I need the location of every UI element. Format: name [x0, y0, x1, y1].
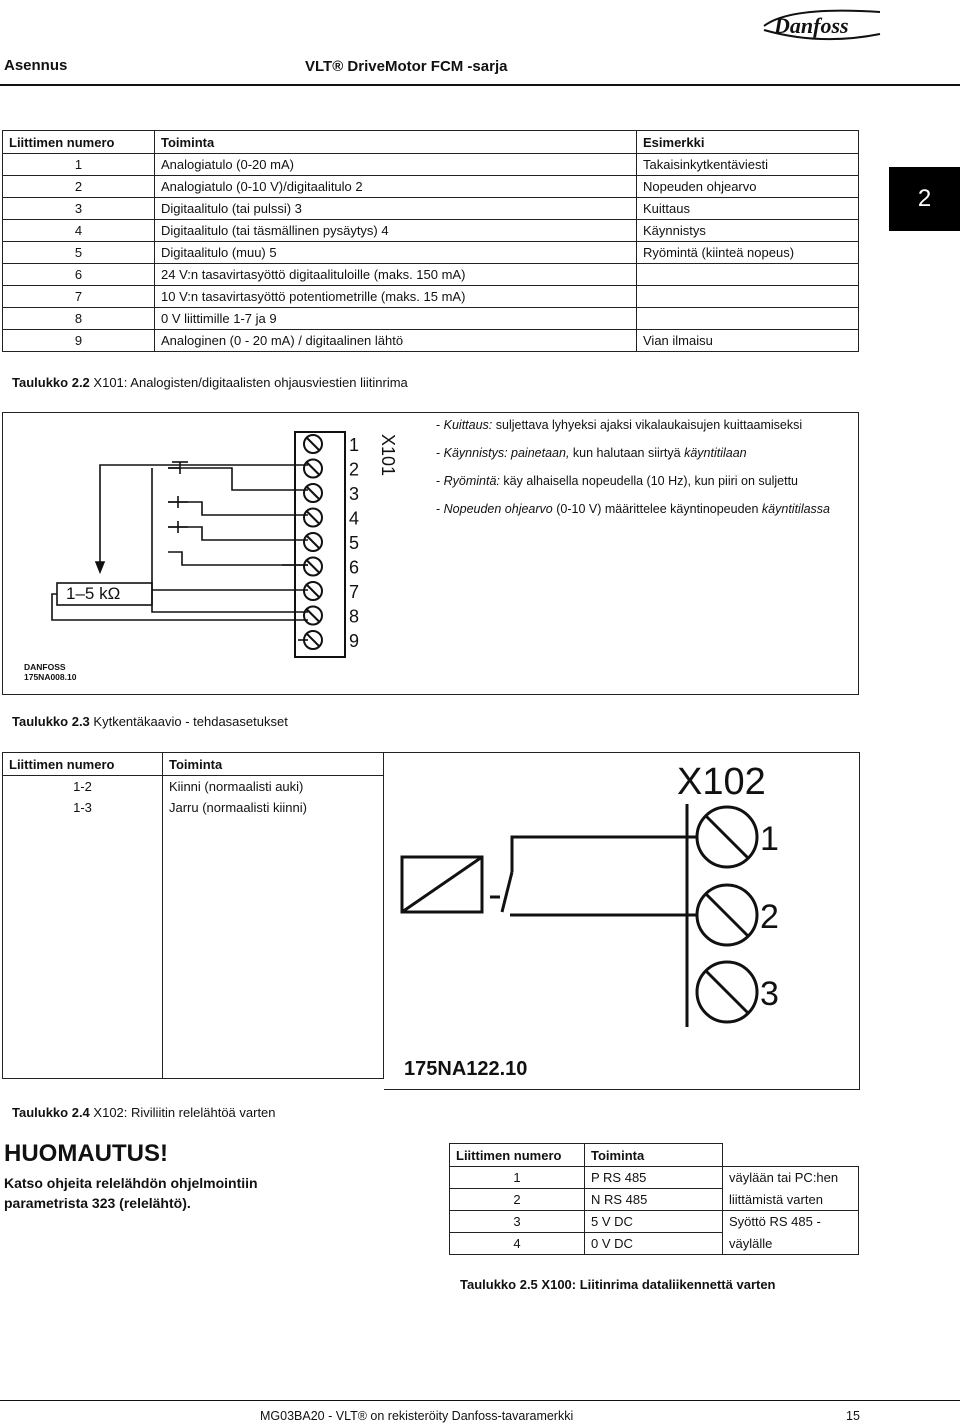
- cell: Digitaalitulo (tai täsmällinen pysäytys) 4: [155, 220, 637, 242]
- caption-text: Kytkentäkaavio - tehdasasetukset: [93, 714, 288, 729]
- cell: 0 V liittimille 1-7 ja 9: [155, 308, 637, 330]
- cell: 0 V DC: [585, 1233, 723, 1255]
- note-item: - Kuittaus: suljettava lyhyeksi ajaksi vikalaukaisujen kuittaamiseksi: [436, 418, 803, 432]
- danfoss-logo: [760, 4, 885, 48]
- note-lead: Käynnistys: painetaan,: [443, 446, 570, 460]
- screw-slot: [306, 535, 320, 549]
- notice-title: HUOMAUTUS!: [4, 1140, 168, 1167]
- terminal-number: 7: [349, 582, 360, 602]
- screw-slot: [306, 511, 320, 525]
- table-caption: [12, 1105, 276, 1120]
- note-item: - Nopeuden ohjearvo (0-10 V) määrittelee käyntinopeuden käyntitilassa: [436, 502, 831, 516]
- note-lead: Ryömintä:: [443, 474, 500, 488]
- caption-number: Taulukko 2.5: [460, 1277, 538, 1292]
- section-title: Asennus: [4, 57, 68, 74]
- cell: P RS 485: [585, 1167, 723, 1189]
- table-row: [3, 797, 384, 818]
- connector-label: X101: [378, 434, 398, 477]
- terminal-number: 9: [349, 631, 360, 651]
- terminal-number: 2: [349, 459, 360, 480]
- table-row: [3, 776, 384, 798]
- page-number: 15: [846, 1409, 860, 1423]
- relay-diagram-frame: [384, 752, 860, 1090]
- cell: Kuittaus: [637, 198, 859, 220]
- cell: 3: [3, 198, 155, 220]
- cell: Käynnistys: [637, 220, 859, 242]
- diagram-ref: 175NA008.10: [24, 672, 77, 682]
- header-rule: [0, 84, 960, 86]
- footer-rule: [0, 1400, 960, 1401]
- table-caption: [12, 375, 408, 390]
- cell: 1: [450, 1167, 585, 1189]
- table-header-row: [450, 1144, 859, 1167]
- note-text: (0-10 V) määrittelee käyntinopeuden: [552, 502, 762, 516]
- terminal-number: 8: [349, 606, 360, 627]
- cell: Nopeuden ohjearvo: [637, 176, 859, 198]
- cell: Jarru (normaalisti kiinni): [163, 797, 384, 818]
- cell: 1-3: [3, 797, 163, 818]
- caption-text: X101: Analogisten/digitaalisten ohjausviestien liitinrima: [93, 375, 408, 390]
- cell: Syöttö RS 485 -: [723, 1211, 859, 1233]
- screw-slot: [306, 633, 320, 647]
- table-row: [3, 286, 859, 308]
- cell: [163, 818, 384, 1079]
- caption-text: X100: Liitinrima dataliikennettä varten: [541, 1277, 776, 1292]
- terminal-number: 5: [349, 533, 360, 553]
- terminal-number: 1: [760, 820, 779, 858]
- cell: Digitaalitulo (muu) 5: [155, 242, 637, 264]
- table-header-row: [3, 753, 384, 776]
- cell: [637, 286, 859, 308]
- col-header: Liittimen numero: [3, 753, 163, 776]
- col-header: Esimerkki: [637, 131, 859, 154]
- table-row: [3, 154, 859, 176]
- col-header: [723, 1144, 859, 1167]
- col-header: Liittimen numero: [3, 131, 155, 154]
- note-lead: Nopeuden ohjearvo: [443, 502, 553, 516]
- cell: 2: [450, 1189, 585, 1211]
- terminal-number: 2: [760, 898, 779, 936]
- screw-slot: [306, 609, 320, 623]
- cell: 1: [3, 154, 155, 176]
- caption-text: X102: Riviliitin relelähtöä varten: [93, 1105, 276, 1120]
- footer-text: MG03BA20 - VLT® on rekisteröity Danfoss-tavaramerkki: [260, 1409, 574, 1423]
- note-trail: käyntitilaan: [684, 446, 747, 460]
- cell: väylään tai PC:hen: [723, 1167, 859, 1189]
- table-row: [3, 242, 859, 264]
- terminal-number: 6: [349, 557, 360, 578]
- table-row: [3, 818, 384, 1079]
- cell: 8: [3, 308, 155, 330]
- cell: Kiinni (normaalisti auki): [163, 776, 384, 798]
- cell: 3: [450, 1211, 585, 1233]
- svg-text:Danfoss: Danfoss: [774, 13, 849, 38]
- table-caption: [460, 1277, 776, 1292]
- table-row: [3, 308, 859, 330]
- note-trail: käyntitilassa: [761, 502, 831, 516]
- cell: 1-2: [3, 776, 163, 798]
- note-item: - Käynnistys: painetaan, kun halutaan siirtyä käyntitilaan: [436, 446, 747, 460]
- resistor-label: 1–5 kΩ: [66, 584, 121, 603]
- cell: liittämistä varten: [723, 1189, 859, 1211]
- cell: Takaisinkytkentäviesti: [637, 154, 859, 176]
- caption-number: Taulukko 2.2: [12, 375, 90, 390]
- terminal-number: 4: [349, 508, 360, 529]
- table-row: [3, 176, 859, 198]
- cell: Analoginen (0 - 20 mA) / digitaalinen lähtö: [155, 330, 637, 352]
- table-row: [450, 1233, 859, 1255]
- terminal-number: 3: [349, 484, 360, 504]
- data-terminal-table-x100: [449, 1143, 859, 1255]
- cell: [637, 308, 859, 330]
- table-row: [3, 330, 859, 352]
- cell: Ryömintä (kiinteä nopeus): [637, 242, 859, 264]
- cell: 5: [3, 242, 155, 264]
- note-text: käy alhaisella nopeudella (10 Hz), kun piiri on suljettu: [499, 474, 799, 488]
- note-text: kun halutaan siirtyä: [569, 446, 685, 460]
- cell: 2: [3, 176, 155, 198]
- diagram-caption: [12, 714, 288, 729]
- notice-text: Katso ohjeita relelähdön ohjelmointiin parametrista 323 (relelähtö).: [4, 1175, 258, 1211]
- screw-slot: [306, 437, 320, 451]
- table-row: [450, 1167, 859, 1189]
- table-row: [3, 264, 859, 286]
- chapter-tab: 2: [889, 167, 960, 231]
- cell: Vian ilmaisu: [637, 330, 859, 352]
- cell: 10 V:n tasavirtasyöttö potentiometrille (maks. 15 mA): [155, 286, 637, 308]
- cell: 6: [3, 264, 155, 286]
- diagram-ref: DANFOSS: [24, 662, 66, 672]
- cell: 4: [3, 220, 155, 242]
- wiring-diagram-x101: [2, 412, 432, 693]
- table-row: [450, 1211, 859, 1233]
- cell: [3, 818, 163, 1079]
- screw-slot: [306, 560, 320, 574]
- diagram-ref: 175NA122.10: [404, 1058, 528, 1080]
- col-header: Toiminta: [585, 1144, 723, 1167]
- screw-slot: [306, 462, 320, 476]
- table-row: [450, 1189, 859, 1211]
- note-text: suljettava lyhyeksi ajaksi vikalaukaisujen kuittaamiseksi: [492, 418, 803, 432]
- cell: 24 V:n tasavirtasyöttö digitaalituloille (maks. 150 mA): [155, 264, 637, 286]
- cell: Digitaalitulo (tai pulssi) 3: [155, 198, 637, 220]
- table-row: [3, 198, 859, 220]
- caption-number: Taulukko 2.4: [12, 1105, 90, 1120]
- terminal-table-x101: [2, 130, 859, 352]
- connector-label: X102: [677, 761, 766, 803]
- cell: väylälle: [723, 1233, 859, 1255]
- screw-slot: [306, 584, 320, 598]
- relay-table-x102: [2, 752, 384, 1079]
- table-row: [3, 220, 859, 242]
- caption-number: Taulukko 2.3: [12, 714, 90, 729]
- cell: 7: [3, 286, 155, 308]
- cell: 9: [3, 330, 155, 352]
- terminal-number: 1: [349, 435, 360, 455]
- cell: Analogiatulo (0-10 V)/digitaalitulo 2: [155, 176, 637, 198]
- col-header: Toiminta: [155, 131, 637, 154]
- cell: N RS 485: [585, 1189, 723, 1211]
- screw-slot: [306, 486, 320, 500]
- cell: 5 V DC: [585, 1211, 723, 1233]
- table-header-row: [3, 131, 859, 154]
- cell: 4: [450, 1233, 585, 1255]
- col-header: Toiminta: [163, 753, 384, 776]
- cell: Analogiatulo (0-20 mA): [155, 154, 637, 176]
- function-notes: [436, 416, 856, 528]
- col-header: Liittimen numero: [450, 1144, 585, 1167]
- cell: [637, 264, 859, 286]
- document-title: VLT® DriveMotor FCM -sarja: [305, 58, 508, 75]
- note-item: - Ryömintä: käy alhaisella nopeudella (10 Hz), kun piiri on suljettu: [436, 474, 799, 488]
- note-lead: Kuittaus:: [443, 418, 493, 432]
- terminal-number: 3: [760, 975, 779, 1013]
